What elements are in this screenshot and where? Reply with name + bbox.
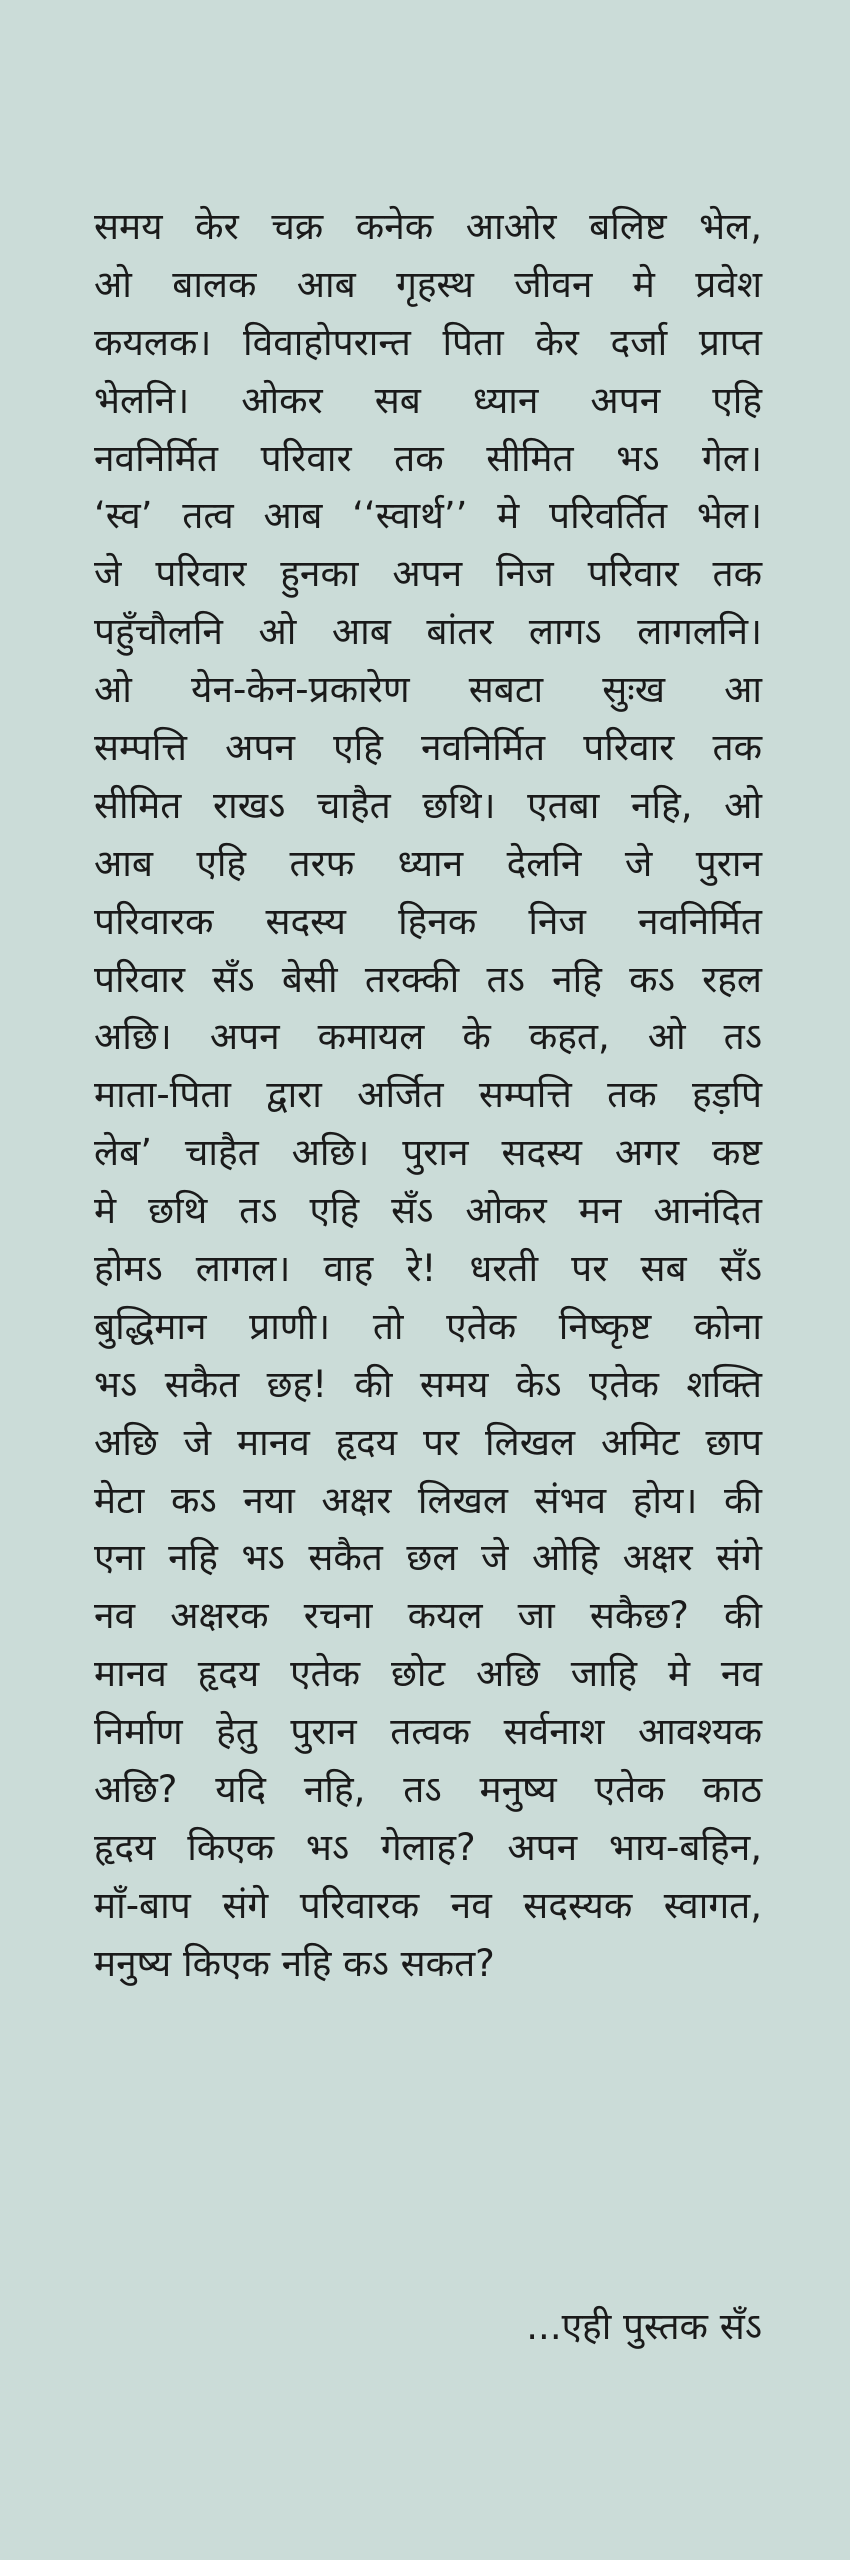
passage-line: अछि। अपन कमायल के कहत, ओ तऽ <box>94 1015 762 1059</box>
passage-line: मेटा कऽ नया अक्षर लिखल संभव होय। की <box>94 1478 762 1522</box>
passage-text <box>94 198 762 1993</box>
passage-line: एना नहि भऽ सकैत छल जे ओहि अक्षर संगे <box>94 1536 762 1580</box>
passage-line: सीमित राखऽ चाहैत छथि। एतबा नहि, ओ <box>94 783 762 827</box>
passage-line: आब एहि तरफ ध्यान देलनि जे पुरान <box>94 841 762 885</box>
passage-line: पहुँचौलनि ओ आब बांतर लागऽ लागलनि। <box>94 610 762 654</box>
passage-line: ‘स्व’ तत्व आब ‘‘स्वार्थ’’ मे परिवर्तित भेल। <box>94 494 762 538</box>
passage-line: नव अक्षरक रचना कयल जा सकैछ? की <box>94 1594 762 1638</box>
passage-line: समय केर चक्र कनेक आओर बलिष्ट भेल, <box>94 205 762 248</box>
passage-line: मानव हृदय एतेक छोट अछि जाहि मे नव <box>94 1652 762 1696</box>
attribution: ...एही पुस्तक सँऽ <box>526 2305 762 2348</box>
passage-line: होमऽ लागल। वाह रे! धरती पर सब सँऽ <box>94 1247 762 1291</box>
passage-line: भऽ सकैत छह! की समय केऽ एतेक शक्ति <box>94 1362 762 1406</box>
passage-line: ओ बालक आब गृहस्थ जीवन मे प्रवेश <box>94 262 762 306</box>
passage-line: मे छथि तऽ एहि सँऽ ओकर मन आनंदित <box>94 1189 762 1233</box>
passage-line: नवनिर्मित परिवार तक सीमित भऽ गेल। <box>94 436 762 480</box>
passage-line: हृदय किएक भऽ गेलाह? अपन भाय-बहिन, <box>94 1825 762 1869</box>
passage-line: निर्माण हेतु पुरान तत्वक सर्वनाश आवश्यक <box>94 1710 762 1754</box>
passage-line: परिवारक सदस्य हिनक निज नवनिर्मित <box>94 899 762 943</box>
passage-line: मनुष्य किएक नहि कऽ सकत? <box>94 1941 495 1985</box>
passage-line: लेब’ चाहैत अछि। पुरान सदस्य अगर कष्ट <box>94 1131 762 1175</box>
passage-line: परिवार सँऽ बेसी तरक्की तऽ नहि कऽ रहल <box>94 957 762 1001</box>
passage-line: अछि जे मानव हृदय पर लिखल अमिट छाप <box>94 1420 762 1464</box>
passage-line: भेलनि। ओकर सब ध्यान अपन एहि <box>94 378 762 422</box>
passage-line: ओ येन-केन-प्रकारेण सबटा सुःख आ <box>94 668 762 712</box>
passage-line: कयलक। विवाहोपरान्त पिता केर दर्जा प्राप्त <box>94 320 762 364</box>
passage-line: अछि? यदि नहि, तऽ मनुष्य एतेक काठ <box>94 1768 762 1812</box>
passage-line: बुद्धिमान प्राणी। तो एतेक निष्कृष्ट कोना <box>94 1304 762 1348</box>
passage-line: जे परिवार हुनका अपन निज परिवार तक <box>94 552 762 596</box>
passage-line: माता-पिता द्वारा अर्जित सम्पत्ति तक हड़पि <box>94 1073 762 1117</box>
passage-line: सम्पत्ति अपन एहि नवनिर्मित परिवार तक <box>94 726 762 770</box>
passage-line: माँ-बाप संगे परिवारक नव सदस्यक स्वागत, <box>94 1883 762 1927</box>
